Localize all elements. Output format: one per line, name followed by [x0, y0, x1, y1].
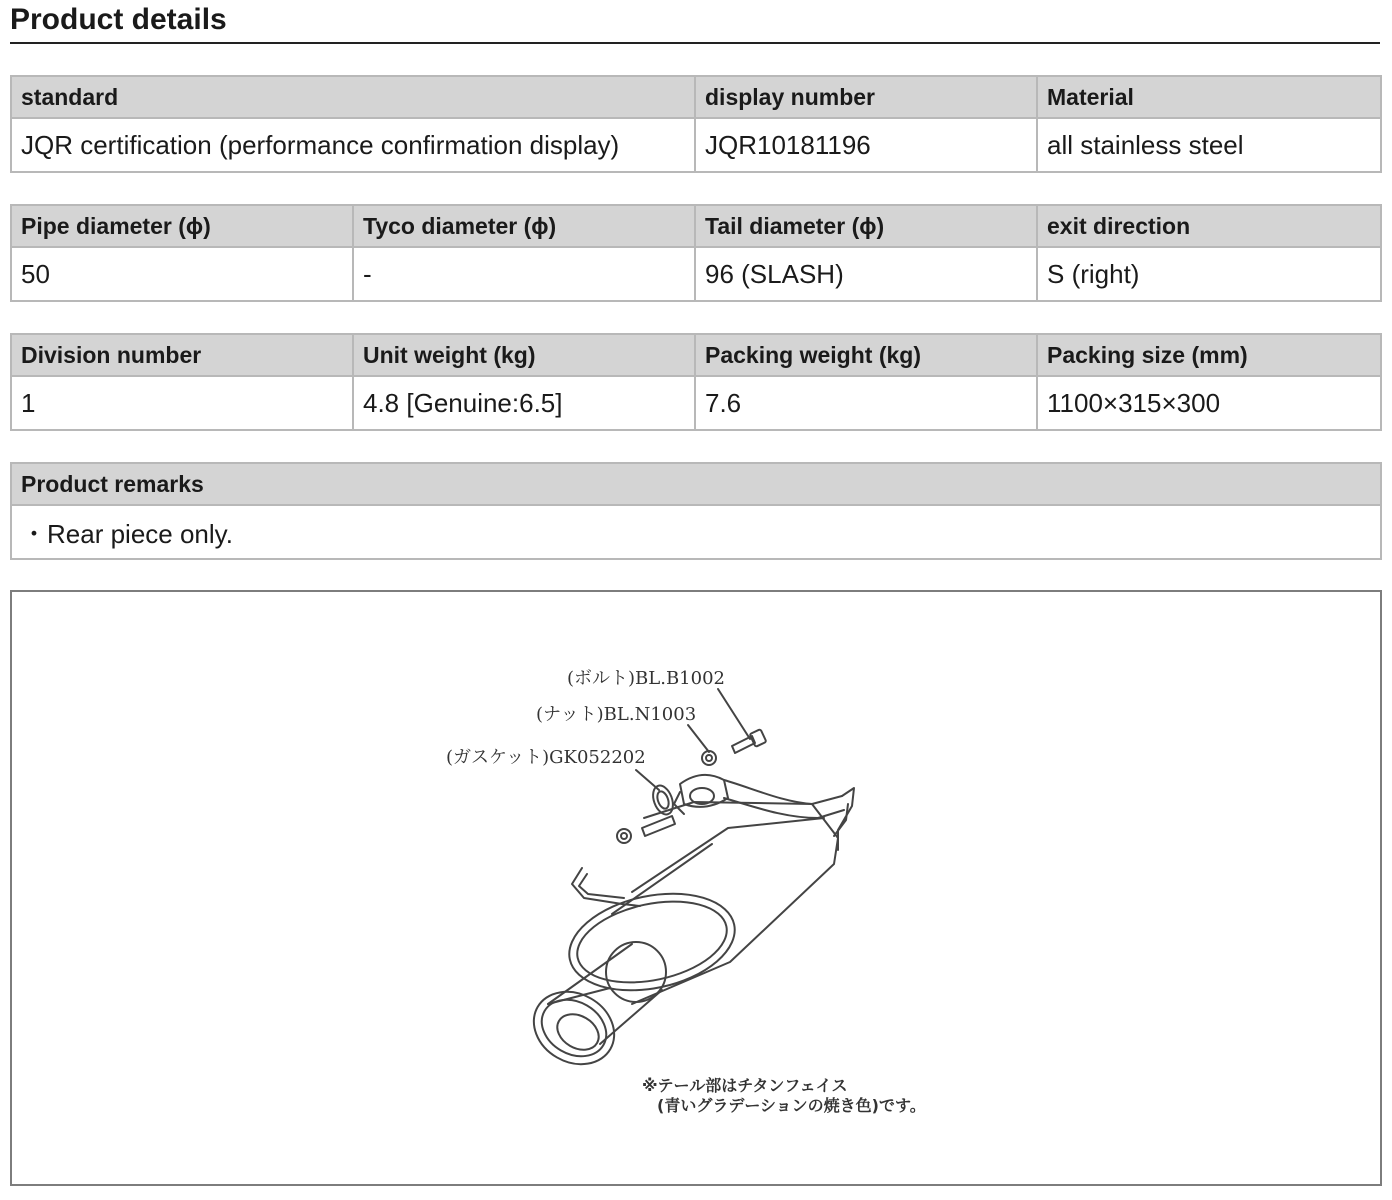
header-material: Material — [1037, 76, 1381, 118]
inlet-flange — [674, 775, 728, 814]
value-pipe-diameter: 50 — [11, 247, 353, 301]
value-standard: JQR certification (performance confirmation display) — [11, 118, 695, 172]
header-packing-weight: Packing weight (kg) — [695, 334, 1037, 376]
header-tyco-diameter: Tyco diameter (ϕ) — [353, 205, 695, 247]
parts-diagram — [10, 590, 1382, 1186]
table-row — [11, 376, 1381, 430]
diagram-note-line-1: ※テール部はチタンフェイス — [642, 1076, 848, 1095]
table-header-row — [11, 76, 1381, 118]
table-row — [11, 247, 1381, 301]
bolt-leader-line — [718, 689, 750, 739]
value-packing-size: 1100×315×300 — [1037, 376, 1381, 430]
value-product-remarks: ・Rear piece only. — [11, 505, 1381, 559]
title-divider — [10, 42, 1380, 44]
header-tail-diameter: Tail diameter (ϕ) — [695, 205, 1037, 247]
value-packing-weight: 7.6 — [695, 376, 1037, 430]
value-tyco-diameter: - — [353, 247, 695, 301]
header-unit-weight: Unit weight (kg) — [353, 334, 695, 376]
header-exit-direction: exit direction — [1037, 205, 1381, 247]
table-header-row — [11, 463, 1381, 505]
bolt-icon — [732, 729, 766, 753]
page-title: Product details — [10, 3, 227, 36]
table-row — [11, 505, 1381, 559]
gasket-callout-label: (ガスケット)GK052202 — [446, 747, 646, 768]
value-material: all stainless steel — [1037, 118, 1381, 172]
spec-table-remarks — [10, 462, 1382, 560]
header-pipe-diameter: Pipe diameter (ϕ) — [11, 205, 353, 247]
lower-nut-icon — [617, 829, 631, 843]
stud-bolt — [642, 816, 675, 836]
table-header-row — [11, 205, 1381, 247]
diagram-note-line-2: (青いグラデーションの焼き色)です。 — [657, 1096, 926, 1115]
spec-table-diameters — [10, 204, 1382, 302]
value-unit-weight: 4.8 [Genuine:6.5] — [353, 376, 695, 430]
header-standard: standard — [11, 76, 695, 118]
value-display-number: JQR10181196 — [695, 118, 1037, 172]
nut-callout-label: (ナット)BL.N1003 — [536, 704, 697, 725]
header-display-number: display number — [695, 76, 1037, 118]
spec-table-weights — [10, 333, 1382, 431]
value-division-number: 1 — [11, 376, 353, 430]
tailpipe — [521, 942, 666, 1078]
header-product-remarks: Product remarks — [11, 463, 1381, 505]
value-exit-direction: S (right) — [1037, 247, 1381, 301]
header-packing-size: Packing size (mm) — [1037, 334, 1381, 376]
bolt-callout-label: (ボルト)BL.B1002 — [567, 668, 725, 689]
nut-leader-line — [688, 725, 709, 752]
table-row — [11, 118, 1381, 172]
value-tail-diameter: 96 (SLASH) — [695, 247, 1037, 301]
nut-icon — [702, 751, 716, 765]
spec-table-standard — [10, 75, 1382, 173]
muffler-body — [560, 802, 838, 1004]
header-division-number: Division number — [11, 334, 353, 376]
table-header-row — [11, 334, 1381, 376]
